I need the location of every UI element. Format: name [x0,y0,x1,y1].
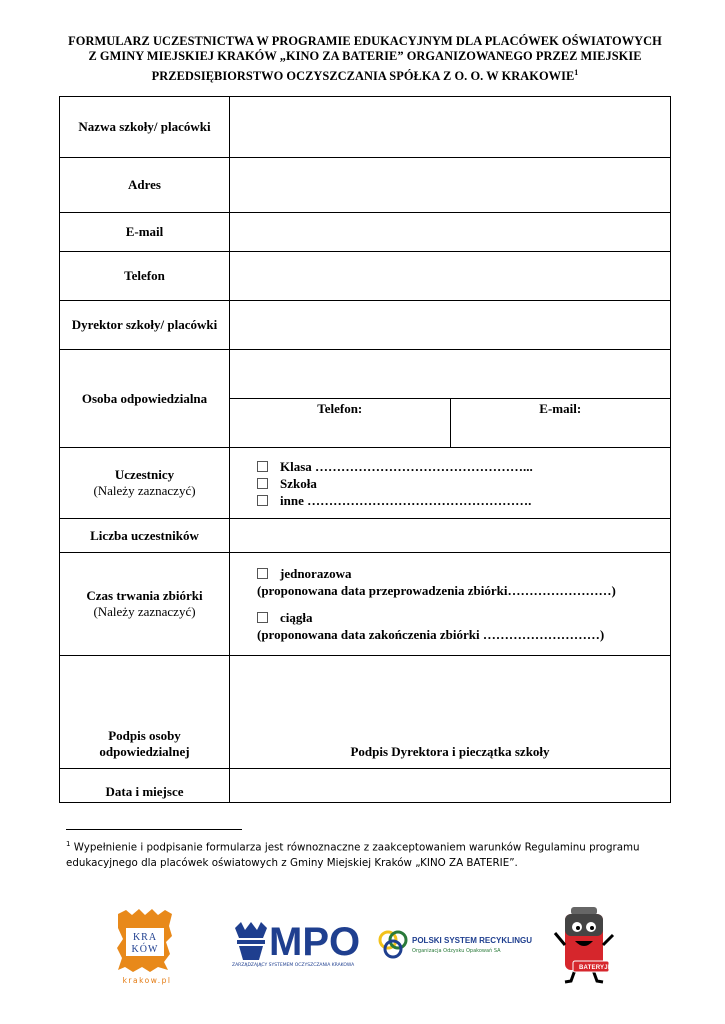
footnote-text: Wypełnienie i podpisanie formularza jest równoznaczne z zaakceptowaniem warunków Regulaminu programu edukacyjnego dla placówek oświatowych z Gminy Miejskiej Kraków „KINO ZA BATERIE”. [66,841,640,870]
contact-person-name-field[interactable] [230,350,670,398]
contact-phone-label: Telefon: [317,400,363,416]
footnote [66,836,666,871]
row-contact-person [60,350,671,448]
checkbox-icon[interactable] [257,478,268,489]
option-continuous-label: ciągła [280,610,313,625]
duration-hint: (Należy zaznaczyć) [93,604,196,619]
row-email [60,213,671,252]
krakow-logo-icon [114,906,176,974]
phone-field[interactable] [230,252,671,301]
footnote-reference: 1 [574,67,579,77]
director-signature-field[interactable] [230,656,671,769]
checkbox-icon[interactable] [257,612,268,623]
director-field[interactable] [230,301,671,350]
continuous-date-detail: (proponowana data zakończenia zbiórki ………………………) [257,627,605,642]
director-signature-label: Podpis Dyrektora i pieczątka szkoły [350,744,550,759]
participant-count-label: Liczba uczestników [60,519,230,553]
contact-person-cell [230,350,671,448]
row-signatures [60,656,671,769]
email-field[interactable] [230,213,671,252]
title-line-1: FORMULARZ UCZESTNICTWA W PROGRAMIE EDUKACYJNYM DLA PLACÓWEK OŚWIATOWYCH [68,34,662,48]
date-place-field[interactable] [230,769,671,803]
option-one-time[interactable] [257,565,670,582]
psr-tagline: Organizacja Odzysku Opakowań SA [412,948,501,954]
title-line-3 [40,65,690,85]
address-label: Adres [60,158,230,213]
director-label: Dyrektor szkoły/ placówki [60,301,230,350]
row-phone [60,252,671,301]
date-place-label: Data i miejsce [60,769,230,803]
title-line-3-text: PRZEDSIĘBIORSTWO OCZYSZCZANIA SPÓŁKA Z O. O. W KRAKOWIE [151,68,575,83]
contact-email-field[interactable] [450,398,670,447]
row-address [60,158,671,213]
duration-label: Czas trwania zbiórki [86,588,203,603]
row-duration [60,553,671,656]
checkbox-icon[interactable] [257,461,268,472]
sponsor-logos [0,900,725,1010]
participant-count-field[interactable] [230,519,671,553]
participation-form-table [59,96,671,803]
option-continuous[interactable] [257,609,670,626]
row-date-place [60,769,671,803]
duration-label-cell [60,553,230,656]
battery-mascot-icon [551,905,617,985]
school-name-label: Nazwa szkoły/ placówki [60,97,230,158]
mascot-name: BATERYJKA [579,965,617,971]
row-school-name [60,97,671,158]
mpo-tagline: ZARZĄDZAJĄCY SYSTEMEM OCZYSZCZANIA KRAKOWA [232,963,355,968]
email-label: E-mail [60,213,230,252]
one-time-date-detail: (proponowana data przeprowadzenia zbiórki……………………) [257,583,616,598]
footnote-divider [66,829,242,830]
mpo-crown-icon [231,920,271,962]
school-name-field[interactable] [230,97,671,158]
psr-logo-icon [376,928,410,962]
contact-person-subtable [230,350,670,447]
contact-phone-field[interactable] [230,398,450,447]
option-school[interactable] [257,475,670,492]
duration-options [230,553,671,656]
contact-person-label: Osoba odpowiedzialna [60,350,230,448]
psr-name: POLSKI SYSTEM RECYKLINGU [412,936,533,945]
title-line-2: Z GMINY MIEJSKIEJ KRAKÓW „KINO ZA BATERIE” ORGANIZOWANEGO PRZEZ MIEJSKIE [88,49,642,64]
signature-label-cell [60,656,230,769]
krakow-site-text: krakow.pl [122,976,172,985]
option-class[interactable] [257,458,670,475]
option-school-label: Szkoła [280,475,317,491]
checkbox-icon[interactable] [257,568,268,579]
contact-email-label: E-mail: [539,400,582,416]
participants-label: Uczestnicy [114,467,175,482]
option-other[interactable] [257,492,670,509]
option-other-label: inne ……………………………………………. [280,492,532,508]
row-director [60,301,671,350]
option-class-label: Klasa …………………………………………... [280,458,533,474]
form-title [40,34,690,84]
address-field[interactable] [230,158,671,213]
phone-label: Telefon [60,252,230,301]
signature-label-line2: odpowiedzialnej [99,744,190,759]
signature-label-line1: Podpis osoby [108,728,181,743]
row-participants [60,448,671,519]
footnote-mark: 1 [66,840,71,848]
participants-hint: (Należy zaznaczyć) [93,483,196,498]
mpo-name: MPO [269,920,361,964]
participants-label-cell [60,448,230,519]
row-participant-count [60,519,671,553]
option-one-time-label: jednorazowa [280,566,352,581]
participants-options [230,448,671,519]
krakow-word-bottom: KÓW [131,944,159,955]
krakow-word-top: KRA [132,932,158,943]
checkbox-icon[interactable] [257,495,268,506]
